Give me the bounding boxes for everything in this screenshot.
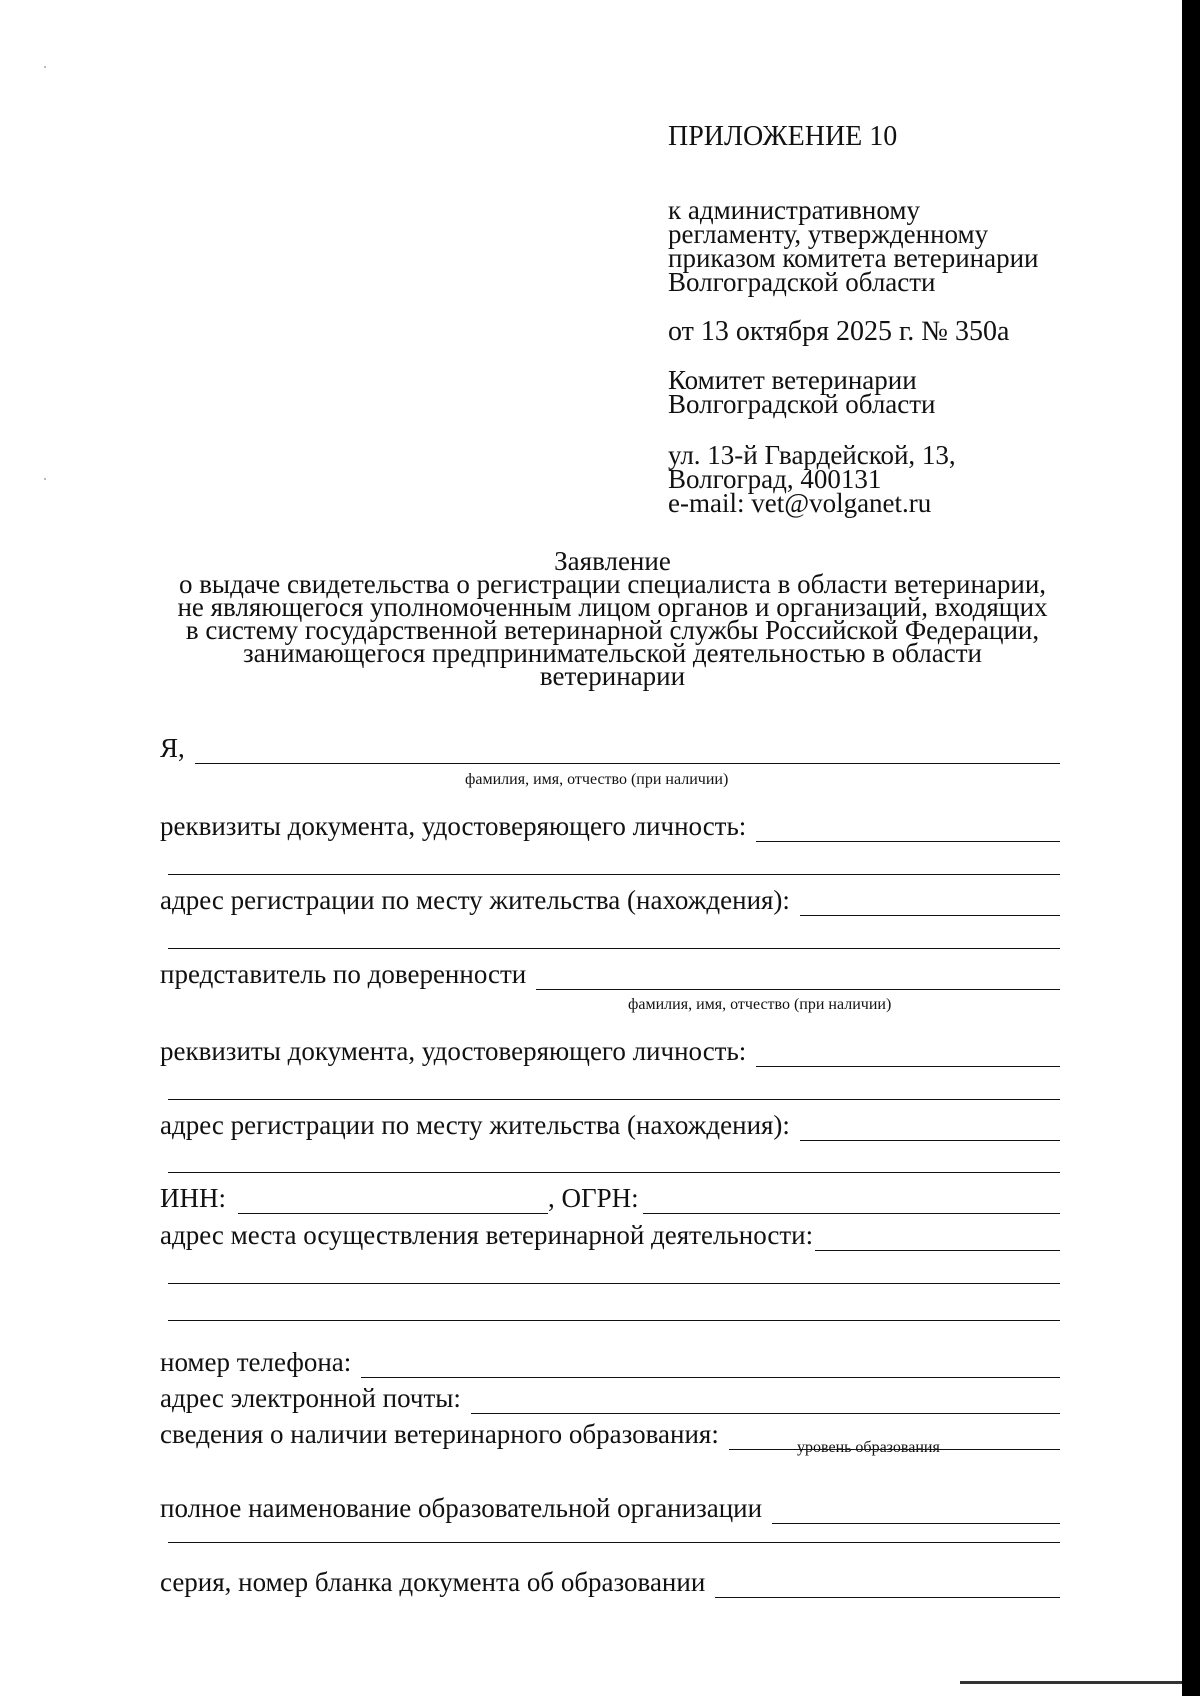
education-label: сведения о наличии ветеринарного образования: [160, 1419, 719, 1449]
title-line: ветеринарии [539, 661, 686, 691]
representative-fio-field[interactable] [536, 963, 1060, 990]
rep-reg-address-row [160, 1107, 1060, 1141]
scan-speck [44, 478, 46, 480]
annex-number: ПРИЛОЖЕНИЕ 10 [668, 121, 898, 152]
representative-label: представитель по доверенности [160, 959, 527, 989]
rep-id-doc-field[interactable] [756, 1040, 1060, 1067]
title-heading: Заявление [554, 546, 671, 576]
document-title [150, 546, 1075, 691]
activity-address-field[interactable] [815, 1224, 1060, 1251]
email-label: адрес электронной почты: [160, 1383, 461, 1413]
id-doc-label: реквизиты документа, удостоверяющего личность: [160, 811, 747, 841]
activity-address-label: адрес места осуществления ветеринарной деятельности: [160, 1220, 814, 1250]
inn-label: ИНН: [160, 1183, 226, 1213]
institution-row [160, 1490, 1060, 1524]
activity-address-continuation-field[interactable] [168, 1283, 1060, 1284]
diploma-row [160, 1564, 1060, 1598]
recipient-block [668, 365, 936, 419]
education-hint: уровень образования [797, 1439, 940, 1456]
phone-row [160, 1344, 1060, 1378]
rep-id-doc-continuation-field[interactable] [168, 1099, 1060, 1100]
id-doc-row [160, 808, 1060, 842]
institution-label: полное наименование образовательной организации [160, 1493, 763, 1523]
regulation-line: регламенту, утвержденному [668, 219, 989, 249]
regulation-line: приказом комитета ветеринарии [668, 243, 1039, 273]
email-field[interactable] [471, 1387, 1060, 1414]
activity-address-row [160, 1217, 1060, 1251]
id-doc-continuation-field[interactable] [168, 874, 1060, 875]
diploma-field[interactable] [715, 1571, 1060, 1598]
title-line: не являющегося уполномоченным лицом органов и организаций, входящих [177, 592, 1048, 622]
address-line: Волгоград, 400131 [668, 464, 882, 494]
rep-reg-address-label: адрес регистрации по месту жительства (нахождения): [160, 1110, 790, 1140]
regulation-reference [668, 195, 1039, 297]
recipient-address [668, 440, 956, 518]
scan-edge-line [960, 1681, 1182, 1684]
reg-address-label: адрес регистрации по месту жительства (нахождения): [160, 885, 790, 915]
scan-edge-shadow [1182, 0, 1200, 1696]
diploma-label: серия, номер бланка документа об образовании [160, 1567, 706, 1597]
title-line: занимающегося предпринимательской деятельностью в области [242, 638, 982, 668]
representative-row [160, 956, 1060, 990]
inn-field[interactable] [238, 1187, 548, 1214]
activity-address-continuation-field-2[interactable] [168, 1320, 1060, 1321]
regulation-line: Волгоградской области [668, 267, 936, 297]
fio-hint: фамилия, имя, отчество (при наличии) [465, 771, 729, 788]
title-line: в систему государственной ветеринарной службы Российской Федерации, [185, 615, 1040, 645]
rep-reg-address-field[interactable] [800, 1114, 1060, 1141]
phone-label: номер телефона: [160, 1347, 352, 1377]
reg-address-field[interactable] [800, 889, 1060, 916]
email-row [160, 1380, 1060, 1414]
recipient-line: Волгоградской области [668, 389, 936, 419]
phone-field[interactable] [361, 1351, 1060, 1378]
rep-id-doc-row [160, 1033, 1060, 1067]
rep-id-doc-label: реквизиты документа, удостоверяющего личность: [160, 1036, 747, 1066]
order-date: от 13 октября 2025 г. № 350а [668, 316, 1010, 347]
reg-address-continuation-field[interactable] [168, 948, 1060, 949]
applicant-label: Я, [160, 733, 185, 763]
scan-speck [44, 66, 46, 68]
recipient-line: Комитет ветеринарии [668, 365, 917, 395]
address-line: ул. 13-й Гвардейской, 13, [668, 440, 956, 470]
inn-ogrn-row [160, 1180, 1060, 1214]
rep-fio-hint: фамилия, имя, отчество (при наличии) [628, 996, 892, 1013]
regulation-line: к административному [668, 195, 920, 225]
applicant-fio-field[interactable] [195, 737, 1060, 764]
address-line: e-mail: vet@volganet.ru [668, 488, 932, 518]
institution-continuation-field[interactable] [168, 1542, 1060, 1543]
id-doc-field[interactable] [756, 815, 1060, 842]
institution-field[interactable] [772, 1497, 1060, 1524]
title-line: о выдаче свидетельства о регистрации специалиста в области ветеринарии, [178, 569, 1047, 599]
applicant-row [160, 730, 1060, 764]
rep-reg-address-continuation-field[interactable] [168, 1172, 1060, 1173]
ogrn-label: , ОГРН: [548, 1183, 639, 1213]
reg-address-row [160, 882, 1060, 916]
ogrn-field[interactable] [643, 1187, 1060, 1214]
